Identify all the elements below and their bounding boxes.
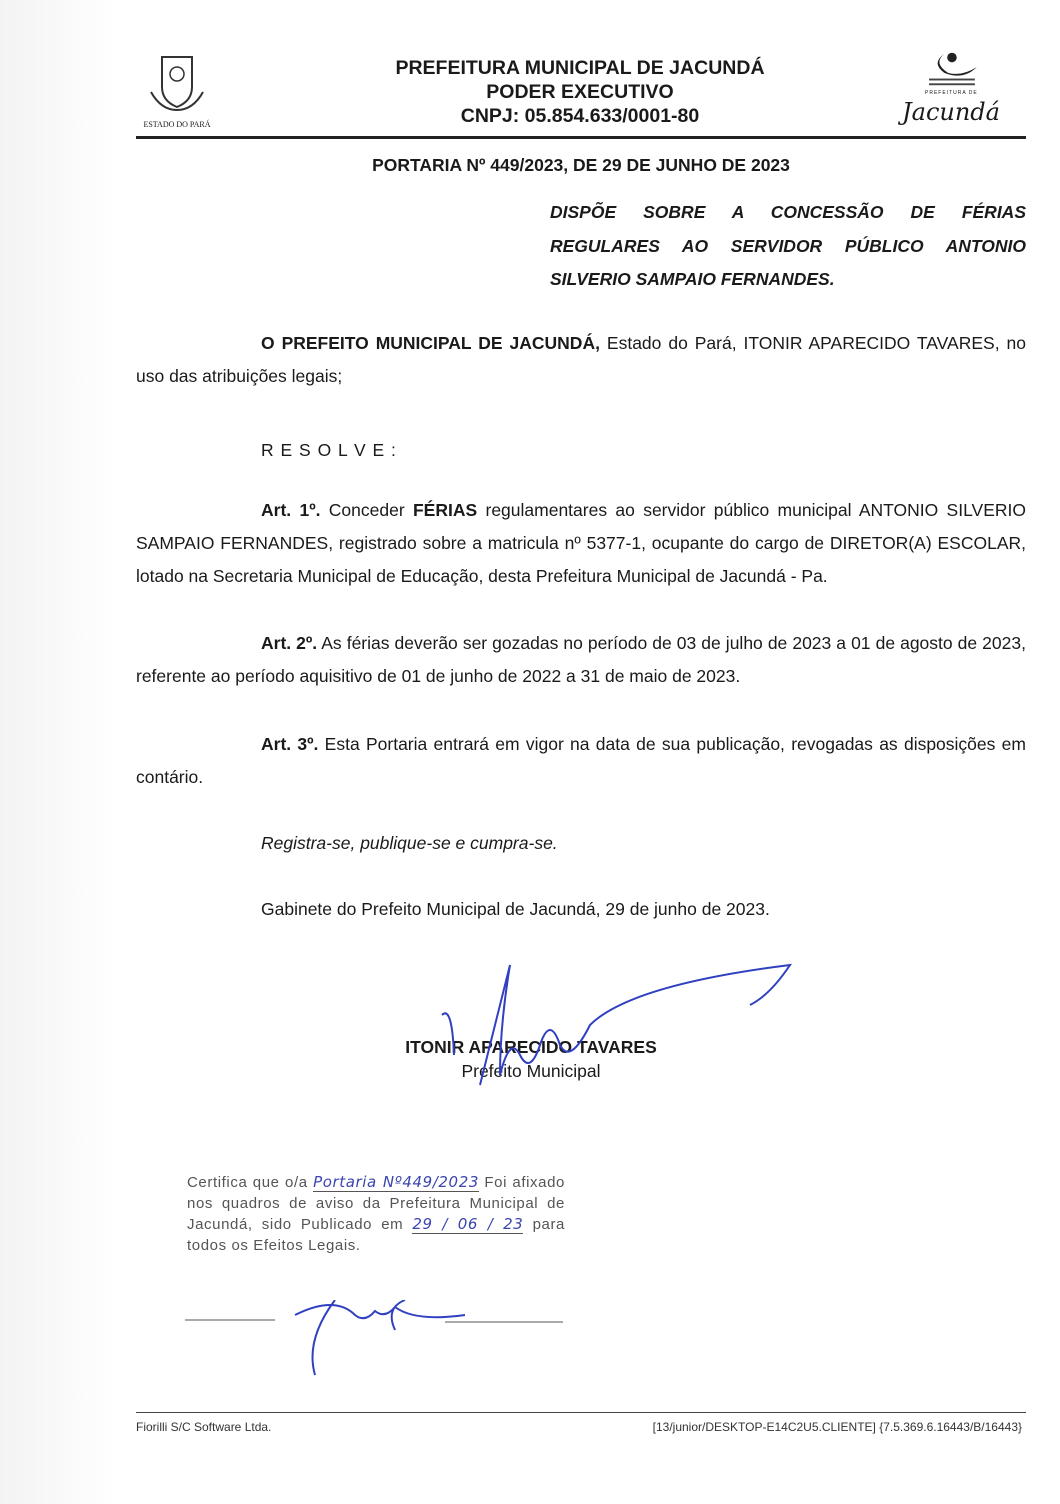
- article-bold: FÉRIAS: [412, 499, 478, 520]
- article-label: Art. 1º.: [261, 499, 321, 520]
- article-text: Esta Portaria entrará em vigor na data de sua publicação, revogadas as disposições em contário.: [136, 733, 1026, 787]
- cert-handwritten-date: 29 / 06 / 23: [412, 1215, 524, 1233]
- state-caption: ESTADO DO PARÁ: [143, 120, 211, 129]
- article-text: Conceder: [320, 499, 413, 520]
- article-text: As férias deverão ser gozadas no período de 03 de julho de 2023 a 01 de agosto de 2023, referente ao período aquisitivo de 01 de junho de 2022 a 31 de maio de 2023.: [136, 632, 1026, 686]
- footer-system-info: [13/junior/DESKTOP-E14C2U5.CLIENTE] {7.5.369.6.16443/B/16443}: [652, 1420, 1022, 1434]
- article-3: [136, 728, 1026, 794]
- preamble-bold: O PREFEITO MUNICIPAL DE JACUNDÁ,: [261, 332, 600, 353]
- header-line1: PREFEITURA MUNICIPAL DE JACUNDÁ: [395, 57, 765, 79]
- coat-of-arms-icon: [147, 52, 207, 114]
- article-label: Art. 2º.: [261, 632, 318, 653]
- footer-software: Fiorilli S/C Software Ltda.: [136, 1420, 272, 1434]
- cert-text: Certifica que o/a: [187, 1174, 308, 1191]
- closing: Registra-se, publique-se e cumpra-se.: [261, 832, 558, 853]
- cert-handwritten-document: Portaria Nº449/2023: [313, 1173, 479, 1191]
- cert-text: para todos os Efeitos Legais.: [187, 1216, 565, 1254]
- footer-divider: [136, 1412, 1026, 1413]
- logo-small-text: PREFEITURA DE: [925, 90, 978, 96]
- resolve: R E S O L V E :: [261, 439, 397, 460]
- signatory-name: ITONIR APARECIDO TAVARES: [405, 1036, 657, 1057]
- cert-text: Foi afixado nos quadros de aviso da Prefeitura Municipal de Jacundá, sido Publicado em: [187, 1174, 565, 1233]
- logo-swoosh-icon: [916, 48, 986, 90]
- publication-certificate: [187, 1172, 565, 1256]
- article-label: Art. 3º.: [261, 733, 319, 754]
- municipal-coat-of-arms: [142, 52, 212, 130]
- letterhead: [300, 56, 860, 128]
- mayor-signature-icon: [430, 955, 810, 1095]
- header-line3: CNPJ: 05.854.633/0001-80: [460, 105, 700, 127]
- certifier-signature-icon: [185, 1300, 565, 1380]
- signatory-role: Prefeito Municipal: [461, 1060, 601, 1081]
- scan-edge: [0, 0, 118, 1504]
- logo-text: Jacundá: [902, 98, 1000, 126]
- prefeitura-logo: [895, 48, 1007, 127]
- preamble: [136, 327, 1026, 393]
- article-text: regulamentares ao servidor público municipal ANTONIO SILVERIO SAMPAIO FERNANDES, registrado sobre a matricula nº 5377-1, ocupante do cargo de DIRETOR(A) ESCOLAR, lotado na Secretaria Municipal de Educação, desta Prefeitura Municipal de Jacundá - Pa.: [136, 499, 1026, 586]
- article-1: [136, 494, 1026, 593]
- header-line2: PODER EXECUTIVO: [486, 81, 674, 103]
- ementa: DISPÕE SOBRE A CONCESSÃO DE FÉRIAS REGULARES AO SERVIDOR PÚBLICO ANTONIO SILVERIO SAMPAIO FERNANDES.: [550, 202, 1026, 289]
- header-divider: [136, 136, 1026, 139]
- article-2: [136, 627, 1026, 693]
- document-body: [136, 153, 1026, 1083]
- document-title: PORTARIA Nº 449/2023, DE 29 DE JUNHO DE 2023: [372, 155, 790, 175]
- place-date: Gabinete do Prefeito Municipal de Jacundá, 29 de junho de 2023.: [261, 898, 770, 919]
- preamble-text: Estado do Pará, ITONIR APARECIDO TAVARES, no uso das atribuições legais;: [136, 332, 1026, 386]
